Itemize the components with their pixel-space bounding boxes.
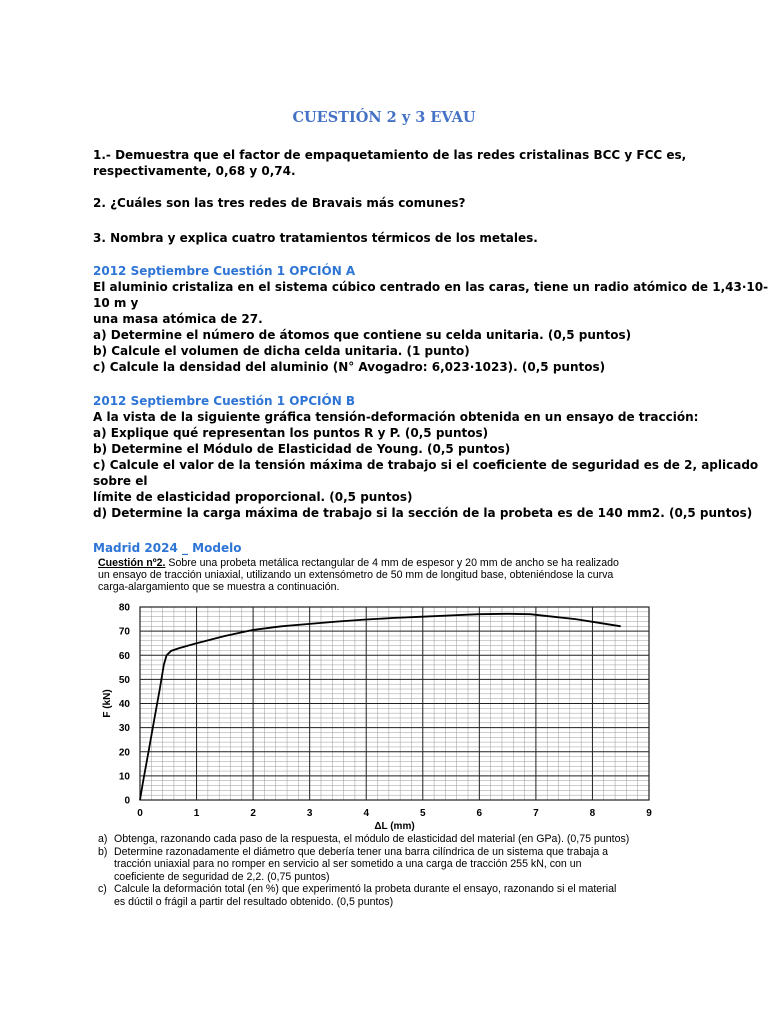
exam-intro-text: Sobre una probeta metálica rectangular de 4 mm de espesor y 20 mm de ancho se ha realizado — [165, 557, 619, 569]
exam-items — [98, 833, 668, 908]
chart-series — [140, 614, 621, 800]
x-tick-label: 2 — [250, 808, 256, 819]
y-tick-label: 70 — [118, 626, 130, 638]
y-tick-label: 50 — [118, 674, 130, 686]
question-2: 2. ¿Cuáles son las tres redes de Bravais más comunes? — [93, 196, 466, 210]
chart-x-ticks — [137, 808, 652, 819]
y-tick-label: 60 — [118, 650, 130, 662]
page-title: CUESTIÓN 2 y 3 EVAU — [292, 109, 476, 126]
x-tick-label: 8 — [589, 808, 596, 819]
exam-item-letter: b) — [98, 845, 108, 858]
chart-x-axis-label: ΔL (mm) — [374, 821, 415, 832]
section-b-line: a) Explique qué representan los puntos R y P. (0,5 puntos) — [93, 426, 489, 440]
load-elongation-chart — [98, 596, 664, 836]
question-3: 3. Nombra y explica cuatro tratamientos térmicos de los metales. — [93, 231, 538, 245]
y-tick-label: 30 — [118, 723, 130, 735]
section-b-line: límite de elasticidad proporcional. (0,5 puntos) — [93, 490, 413, 504]
section-madrid-heading: Madrid 2024 _ Modelo — [93, 541, 242, 555]
chart-y-ticks — [119, 603, 131, 807]
section-b-body — [93, 409, 759, 521]
section-a-heading: 2012 Septiembre Cuestión 1 OPCIÓN A — [93, 264, 356, 278]
section-a-line: El aluminio cristaliza en el sistema cúbico centrado en las caras, tiene un radio atómico de 1,43·10- — [93, 280, 768, 294]
y-tick-label: 40 — [118, 699, 130, 710]
y-tick-label: 10 — [118, 771, 130, 783]
section-a-line: una masa atómica de 27. — [93, 312, 263, 326]
exam-item-text: coeficiente de seguridad de 2,2. (0,75 puntos) — [114, 870, 330, 883]
section-b-line: b) Determine el Módulo de Elasticidad de Young. (0,5 puntos) — [93, 442, 511, 456]
section-a-line: c) Calcule la densidad del aluminio (N° Avogadro: 6,023·1023). (0,5 puntos) — [93, 360, 606, 374]
exam-item-letter: c) — [98, 883, 107, 895]
question-1-line-2: respectivamente, 0,68 y 0,74. — [93, 164, 296, 178]
exam-item-text: Obtenga, razonando cada paso de la respuesta, el módulo de elasticidad del material (en GPa). (0,75 puntos) — [114, 833, 630, 845]
section-b-heading: 2012 Septiembre Cuestión 1 OPCIÓN B — [93, 394, 356, 408]
section-b-line: d) Determine la carga máxima de trabajo si la sección de la probeta es de 140 mm2. (0,5 puntos) — [93, 506, 753, 520]
x-tick-label: 0 — [137, 808, 143, 819]
section-a-line: 10 m y — [93, 296, 139, 310]
exam-intro-line — [98, 557, 668, 569]
exam-question-intro — [98, 557, 668, 593]
load-curve — [140, 614, 621, 800]
exam-intro-line: un ensayo de tracción uniaxial, utilizando un extensómetro de 50 mm de longitud base, obteniéndose la curva — [98, 569, 614, 581]
exam-intro-line: carga-alargamiento que se muestra a continuación. — [98, 581, 340, 593]
x-tick-label: 6 — [476, 808, 483, 819]
exam-item-text: es dúctil o frágil a partir del resultado obtenido. (0,5 puntos) — [114, 895, 394, 908]
question-1-line-1: 1.- Demuestra que el factor de empaquetamiento de las redes cristalinas BCC y FCC es, — [93, 148, 687, 162]
section-a-line: b) Calcule el volumen de dicha celda unitaria. (1 punto) — [93, 344, 470, 358]
y-tick-label: 20 — [118, 747, 130, 759]
exam-item-text: Calcule la deformación total (en %) que experimentó la probeta durante el ensayo, razonando si el material — [114, 883, 617, 895]
exam-item — [98, 883, 668, 896]
x-tick-label: 1 — [193, 808, 200, 819]
section-a-body — [93, 279, 768, 375]
section-b-line: A la vista de la siguiente gráfica tensión-deformación obtenida en un ensayo de tracción: — [93, 410, 699, 424]
exam-item — [98, 833, 668, 846]
exam-item — [98, 846, 668, 859]
y-tick-label: 80 — [118, 602, 130, 614]
chart-svg — [98, 596, 664, 836]
x-tick-label: 5 — [419, 808, 426, 819]
x-tick-label: 9 — [646, 808, 652, 819]
exam-item-text: tracción uniaxial para no romper en servicio al ser sometido a una carga de tracción 255 kN, con un — [114, 858, 582, 870]
section-b-line: c) Calcule el valor de la tensión máxima de trabajo si el coeficiente de seguridad es de 2, aplicado — [93, 458, 759, 472]
x-tick-label: 3 — [306, 808, 313, 819]
section-b-line: sobre el — [93, 474, 148, 488]
x-tick-label: 7 — [533, 808, 539, 819]
section-a-line: a) Determine el número de átomos que contiene su celda unitaria. (0,5 puntos) — [93, 328, 632, 342]
exam-question-label: Cuestión nº2. — [98, 557, 166, 569]
chart-y-axis-label: F (kN) — [102, 689, 113, 718]
exam-item-letter: a) — [98, 833, 108, 845]
x-tick-label: 4 — [363, 808, 370, 819]
y-tick-label: 0 — [124, 795, 130, 807]
exam-item-text: Determine razonadamente el diámetro que debería tener una barra cilíndrica de un sistema que trabaja a — [114, 845, 609, 858]
